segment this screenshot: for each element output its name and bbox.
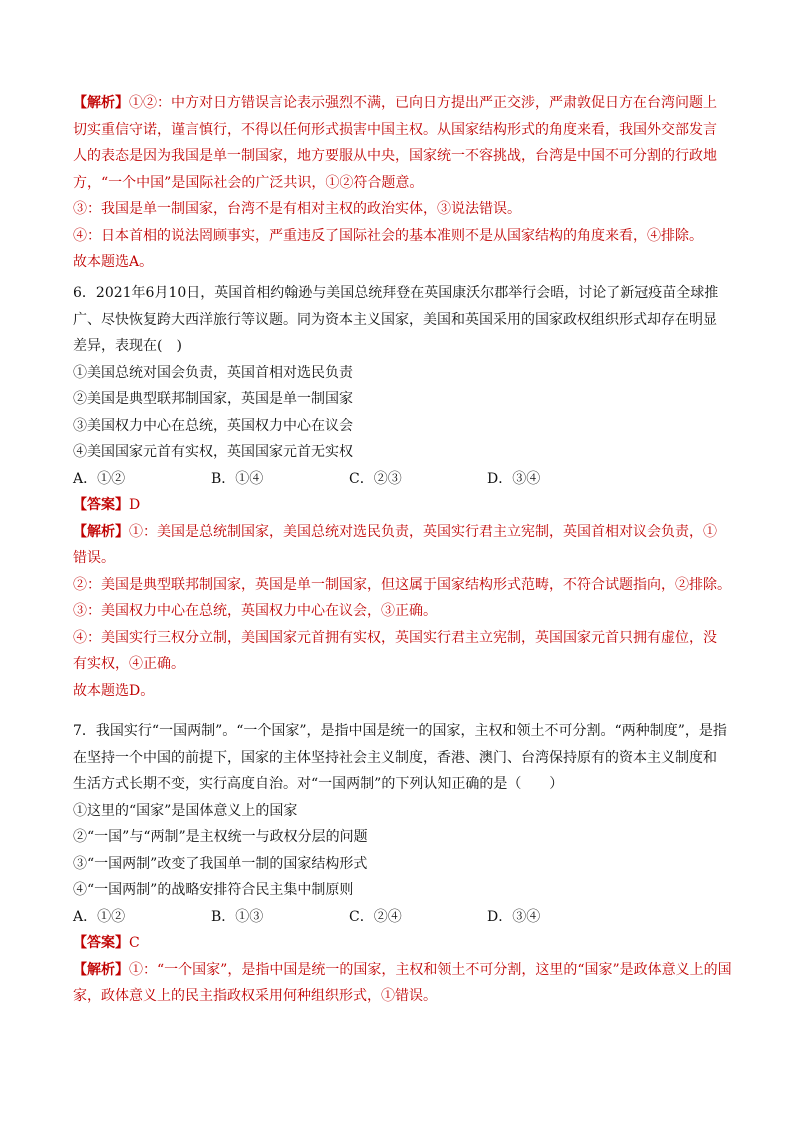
- analysis-line: ④：美国实行三权分立制，美国国家元首拥有实权，英国实行君主立宪制，英国国家元首只拥有虚位，没: [73, 629, 717, 646]
- analysis-tag: 【解析】: [73, 523, 129, 540]
- statement-4: ④“一国两制”的战略安排符合民主集中制原则: [73, 882, 354, 898]
- analysis-conclusion: 故本题选A。: [73, 254, 154, 270]
- option-c: C．②③: [349, 470, 402, 487]
- analysis-line: 方，“一个中国”是国际社会的广泛共识，①②符合题意。: [73, 174, 424, 191]
- question-stem-line: 广、尽快恢复跨大西洋旅行等议题。同为资本主义国家，美国和英国采用的国家政权组织形式却存在明显: [73, 311, 717, 328]
- q5-analysis: [73, 90, 723, 276]
- question-stem-line: 6．2021年6月10日，英国首相约翰逊与美国总统拜登在英国康沃尔郡举行会晤，讨论了新冠疫苗全球推: [73, 285, 719, 301]
- analysis-line: 【解析】①：“一个国家”，是指中国是统一的国家，主权和领土不可分割，这里的“国家”是政体意义上的国: [73, 961, 732, 978]
- statement-3: ③美国权力中心在总统，英国权力中心在议会: [73, 417, 353, 434]
- analysis-tag: 【解析】: [73, 961, 129, 978]
- answer-options: [73, 466, 723, 493]
- question-7: [73, 718, 732, 1010]
- question-stem-line: 在坚持一个中国的前提下，国家的主体坚持社会主义制度，香港、澳门、台湾保持原有的资本主义制度和: [73, 749, 717, 766]
- analysis-line: 【解析】①：美国是总统制国家，美国总统对选民负责，英国实行君主立宪制，英国首相对议会负责，①: [73, 523, 717, 540]
- option-b: B．①④: [211, 470, 264, 487]
- option-b: B．①③: [211, 908, 264, 925]
- answer-tag: 【答案】: [73, 497, 129, 513]
- analysis-line: ③：我国是单一制国家，台湾不是有相对主权的政治实体，③说法错误。: [73, 201, 521, 217]
- option-a: A．①②: [73, 470, 126, 487]
- question-stem-line: 差异，表现在( ): [73, 338, 182, 354]
- answer-line: [73, 930, 723, 957]
- option-a: A．①②: [73, 908, 126, 925]
- answer-value: C: [129, 935, 140, 951]
- analysis-line: 有实权，④正确。: [73, 656, 185, 672]
- option-c: C．②④: [349, 908, 402, 925]
- question-stem-line: 7．我国实行“一国两制”。“一个国家”，是指中国是统一的国家，主权和领土不可分割。“两种制度”，是指: [73, 723, 727, 739]
- answer-options: [73, 904, 723, 931]
- answer-value: D: [129, 497, 141, 513]
- analysis-line: 错误。: [73, 550, 115, 566]
- analysis-line: ④：日本首相的说法罔顾事实，严重违反了国际社会的基本准则不是从国家结构的角度来看，④排除。: [73, 227, 703, 244]
- analysis-line: 【解析】①②：中方对日方错误言论表示强烈不满，已向日方提出严正交涉，严肃敦促日方在台湾问题上: [73, 95, 717, 111]
- question-6: [73, 280, 731, 704]
- analysis-line: 人的表态是因为我国是单一制国家，地方要服从中央，国家统一不容挑战，台湾是中国不可分割的行政地: [73, 148, 717, 164]
- analysis-line: ②：美国是典型联邦制国家，英国是单一制国家，但这属于国家结构形式范畴，不符合试题指向，②排除。: [73, 576, 731, 593]
- analysis-line: ③：美国权力中心在总统，英国权力中心在议会，③正确。: [73, 603, 437, 619]
- answer-tag: 【答案】: [73, 935, 129, 951]
- question-stem-line: 生活方式长期不变，实行高度自治。对“一国两制”的下列认知正确的是（ ）: [73, 776, 564, 792]
- analysis-tag: 【解析】: [73, 95, 129, 111]
- answer-line: [73, 492, 723, 519]
- statement-4: ④美国国家元首有实权，英国国家元首无实权: [73, 444, 353, 460]
- option-d: D．③④: [487, 470, 541, 487]
- analysis-line: 家，政体意义上的民主指政权采用何种组织形式，①错误。: [73, 988, 437, 1004]
- statement-1: ①这里的“国家”是国体意义上的国家: [73, 802, 298, 819]
- analysis-line: 切实重信守诺，谨言慎行，不得以任何形式损害中国主权。从国家结构形式的角度来看，我国外交部发言: [73, 121, 717, 138]
- statement-1: ①美国总统对国会负责，英国首相对选民负责: [73, 364, 353, 381]
- option-d: D．③④: [487, 908, 541, 925]
- statement-3: ③“一国两制”改变了我国单一制的国家结构形式: [73, 855, 368, 872]
- analysis-conclusion: 故本题选D。: [73, 682, 155, 699]
- statement-2: ②“一国”与“两制”是主权统一与政权分层的问题: [73, 829, 368, 845]
- statement-2: ②美国是典型联邦制国家，英国是单一制国家: [73, 391, 353, 407]
